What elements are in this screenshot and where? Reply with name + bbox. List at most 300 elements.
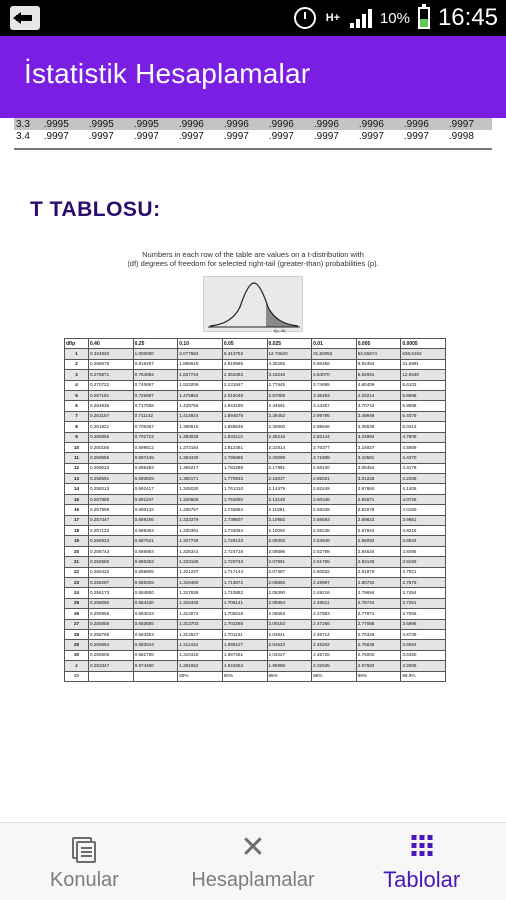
t-table-header-cell: 0.005 <box>356 339 401 349</box>
t-table-cell: 3.8495 <box>401 546 446 556</box>
z-table-cell: .9996 <box>312 118 357 130</box>
t-table-cell: 2.62449 <box>312 484 357 494</box>
t-table-cell: 3.6896 <box>401 619 446 629</box>
t-table-cell: 0.260955 <box>89 432 134 442</box>
t-table-heading: T TABLOSU: <box>30 198 161 221</box>
t-table-cell: 2.87844 <box>356 526 401 536</box>
t-table-row <box>65 526 446 536</box>
t-table-row <box>65 494 446 504</box>
t-table-header-cell: 0.10 <box>178 339 223 349</box>
t-table-cell: 1.885618 <box>178 359 223 369</box>
t-table-cell: 1.770933 <box>222 474 267 484</box>
t-table-cell: 1.724718 <box>222 546 267 556</box>
tables-scroll-content[interactable] <box>0 118 506 822</box>
t-table-cell: 2.05553 <box>267 609 312 619</box>
t-table-cell: 3.7676 <box>401 577 446 587</box>
t-table-cell: 1.699127 <box>222 640 267 650</box>
t-table-cell: 2.89646 <box>312 422 357 432</box>
t-table-cell: 1.745884 <box>222 505 267 515</box>
t-table-cell <box>133 671 178 681</box>
z-table-cell: .9996 <box>267 118 312 130</box>
t-table-df-cell: 14 <box>65 484 89 494</box>
t-table-df-cell: 4 <box>65 380 89 390</box>
z-table-row <box>14 118 492 130</box>
t-table-cell: 2.78744 <box>356 598 401 608</box>
t-table-df-cell: 6 <box>65 401 89 411</box>
app-bar <box>0 36 506 118</box>
t-table-cell: 2.71808 <box>312 453 357 463</box>
signal-icon <box>350 8 372 28</box>
t-table-cell: 2.56693 <box>312 515 357 525</box>
t-table-cell: 2.06390 <box>267 588 312 598</box>
t-table-cell: 0.685805 <box>133 567 178 577</box>
t-table-cell: 4.60409 <box>356 380 401 390</box>
t-table-cell: 1.894579 <box>222 411 267 421</box>
t-table-cell: 2.05183 <box>267 619 312 629</box>
t-table-row <box>65 577 446 587</box>
t-table-cell: 2.05954 <box>267 598 312 608</box>
t-table-cell: 1.363430 <box>178 453 223 463</box>
t-table-cell: 0.764892 <box>133 370 178 380</box>
t-table-cell: 2.44691 <box>267 401 312 411</box>
t-table-cell: 2.97684 <box>356 484 401 494</box>
t-table-cell: 1.340606 <box>178 494 223 504</box>
t-table-cell: 0.717558 <box>133 401 178 411</box>
t-table-cell: 0.258591 <box>89 474 134 484</box>
back-icon[interactable] <box>10 6 40 30</box>
t-table-cell: 1.333379 <box>178 515 223 525</box>
t-table-cell: 2.353363 <box>222 370 267 380</box>
t-table-cell: 2.10092 <box>267 526 312 536</box>
t-table-cell: 3.18245 <box>267 370 312 380</box>
t-table-cell: 2.53948 <box>312 536 357 546</box>
t-table-cell: 3.35539 <box>356 422 401 432</box>
t-table-cell: 1.734064 <box>222 526 267 536</box>
t-table-df-cell: 13 <box>65 474 89 484</box>
nav-item-tablolar[interactable] <box>337 823 506 900</box>
t-table-cell: 1.319460 <box>178 577 223 587</box>
alarm-icon <box>294 7 316 29</box>
t-table-df-cell: 8 <box>65 422 89 432</box>
nav-label-hesaplamalar: Hesaplamalar <box>191 869 315 891</box>
t-table-cell: 2.22814 <box>267 442 312 452</box>
t-table-caption <box>80 250 426 268</box>
t-table-cell: 0.260185 <box>89 442 134 452</box>
t-table-cell: 0.263167 <box>89 411 134 421</box>
t-table-df-cell: 19 <box>65 536 89 546</box>
t-table-cell: 2.84534 <box>356 546 401 556</box>
t-table-cell: 0.695483 <box>133 463 178 473</box>
t-table-cell: 0.706387 <box>133 422 178 432</box>
grid-icon <box>411 835 432 856</box>
t-table-cell: 3.7251 <box>401 598 446 608</box>
t-table-df-cell: 11 <box>65 453 89 463</box>
t-table-cell: 1.705618 <box>222 609 267 619</box>
t-table-cell: 0.267181 <box>89 390 134 400</box>
t-table-cell: 2.32635 <box>312 661 357 671</box>
t-table-df-cell: 7 <box>65 411 89 421</box>
t-table-row <box>65 661 446 671</box>
t-table-df-cell: 27 <box>65 619 89 629</box>
t-table-cell: 0.683044 <box>133 640 178 650</box>
t-table-cell: 2.81876 <box>356 567 401 577</box>
t-table-cell: 3.74695 <box>312 380 357 390</box>
t-table-cell: 3.24984 <box>356 432 401 442</box>
t-table-row <box>65 546 446 556</box>
t-table-cell: 0.691197 <box>133 494 178 504</box>
t-table-cell: 6.8688 <box>401 390 446 400</box>
t-table-cell: 6.313752 <box>222 349 267 359</box>
t-table-cell: 0.264835 <box>89 401 134 411</box>
book-icon <box>72 837 96 863</box>
t-table-cell: 2.45726 <box>312 650 357 660</box>
t-table-cell: 1.356217 <box>178 463 223 473</box>
t-table-df-cell: 17 <box>65 515 89 525</box>
t-table-cell: 1.396815 <box>178 422 223 432</box>
t-table-cell: 5.9588 <box>401 401 446 411</box>
t-table-cell: 2.89823 <box>356 515 401 525</box>
t-table-cell: 0.686352 <box>133 557 178 567</box>
z-table-cell: .9997 <box>178 130 204 142</box>
t-table-header-cell: 0.01 <box>312 339 357 349</box>
t-table-cell: 0.711142 <box>133 411 178 421</box>
t-table-cell: 99% <box>356 671 401 681</box>
t-table-cell: 4.7809 <box>401 432 446 442</box>
t-table-cell: 1.761310 <box>222 484 267 494</box>
t-table-row <box>65 609 446 619</box>
z-table-cell: .9997 <box>88 130 114 142</box>
t-table-cell: 0.270722 <box>89 380 134 390</box>
t-table-cell: 3.9651 <box>401 515 446 525</box>
t-table-cell: 3.05454 <box>356 463 401 473</box>
z-table-cell: .9997 <box>43 130 69 142</box>
t-table-cell: 0.683353 <box>133 629 178 639</box>
t-table-cell: 2.55238 <box>312 526 357 536</box>
t-table-cell: 0.256923 <box>89 536 134 546</box>
battery-percent: 10% <box>379 9 410 27</box>
z-table-cell: 3.4 <box>16 130 30 142</box>
t-table-cell: 1.637744 <box>178 370 223 380</box>
t-table-cell: 1.703288 <box>222 619 267 629</box>
t-table-cell: 2.77645 <box>267 380 312 390</box>
t-table-cell: 2.46202 <box>312 640 357 650</box>
z-table-cell: .9997 <box>447 118 492 130</box>
t-table-cell: 2.68100 <box>312 463 357 473</box>
t-table-cell: 0.687621 <box>133 536 178 546</box>
z-table-cell: .9996 <box>177 118 222 130</box>
t-table-row <box>65 411 446 421</box>
t-table-row <box>65 536 446 546</box>
t-table-cell: 2.49987 <box>312 577 357 587</box>
t-table-header-cell: 0.0005 <box>401 339 446 349</box>
status-bar <box>0 0 506 36</box>
t-table-cell: 1.95996 <box>267 661 312 671</box>
t-table-cell: 2.52798 <box>312 546 357 556</box>
t-table-cell: 0.684430 <box>133 598 178 608</box>
t-table-cell: 1.323188 <box>178 557 223 567</box>
t-table-df-cell: 22 <box>65 567 89 577</box>
t-table-cell: 2.49216 <box>312 588 357 598</box>
t-table-cell: 12.70620 <box>267 349 312 359</box>
t-table-cell: 2.99795 <box>312 411 357 421</box>
t-table-cell: 1.372184 <box>178 442 223 452</box>
t-table-row <box>65 567 446 577</box>
t-table-cell: 2.58349 <box>312 505 357 515</box>
t-table-cell: 0.255955 <box>89 609 134 619</box>
t-table-cell: 0.261921 <box>89 422 134 432</box>
z-table-cell: .9995 <box>87 118 132 130</box>
t-table-row <box>65 588 446 598</box>
t-table-cell: 0.816497 <box>133 359 178 369</box>
bell-curve-graphic <box>204 277 304 333</box>
z-table-cell: .9995 <box>132 118 177 130</box>
t-table-cell: 3.6739 <box>401 629 446 639</box>
network-type-indicator: H+ <box>325 12 341 24</box>
t-table-df-cell: 2 <box>65 359 89 369</box>
t-table-cell: 2.92078 <box>356 505 401 515</box>
t-table-cell: 1.316345 <box>178 598 223 608</box>
t-table-df-cell: 29 <box>65 640 89 650</box>
t-table-cell: 2.10982 <box>267 515 312 525</box>
t-table-cell: 1.644854 <box>222 661 267 671</box>
t-table-df-cell: 10 <box>65 442 89 452</box>
t-table-header-cell: 0.40 <box>89 339 134 349</box>
t-table-cell: 4.4370 <box>401 453 446 463</box>
t-table-cell: 0.257123 <box>89 526 134 536</box>
t-table-cell: 0.689195 <box>133 515 178 525</box>
t-table-cell: 0.682756 <box>133 650 178 660</box>
t-table-df-cell: 28 <box>65 629 89 639</box>
t-table-row <box>65 349 446 359</box>
t-table-cell: 1.697261 <box>222 650 267 660</box>
t-table-row <box>65 619 446 629</box>
t-table-cell: 1.336757 <box>178 505 223 515</box>
t-table-cell: 3.14267 <box>312 401 357 411</box>
t-table-cell: 0.726687 <box>133 390 178 400</box>
t-table-cell: 99.9% <box>401 671 446 681</box>
t-table-cell: 1.717144 <box>222 567 267 577</box>
t-table-cell: 2.51765 <box>312 557 357 567</box>
t-table-row <box>65 453 446 463</box>
t-table-cell: 0.257347 <box>89 515 134 525</box>
t-table-cell: 1.314972 <box>178 609 223 619</box>
t-table-cell: 2.50832 <box>312 567 357 577</box>
t-table-row <box>65 650 446 660</box>
t-table-cell: 1.311434 <box>178 640 223 650</box>
t-table-cell: 1.350171 <box>178 474 223 484</box>
t-table-row <box>65 629 446 639</box>
t-table-cell: 3.01228 <box>356 474 401 484</box>
t-table-cell: 4.30265 <box>267 359 312 369</box>
t-table-header-cell: df/p <box>65 339 89 349</box>
t-table-cell: 2.47266 <box>312 619 357 629</box>
t-table-cell: 0.256060 <box>89 598 134 608</box>
z-table-cell: 3.3 <box>14 118 42 130</box>
t-table-cell: 0.740697 <box>133 380 178 390</box>
t-table-cell: 0.256173 <box>89 588 134 598</box>
curve-label: t(p, df) <box>274 328 286 333</box>
t-table-df-cell: 18 <box>65 526 89 536</box>
t-table-row <box>65 505 446 515</box>
t-table-cell: 2.77068 <box>356 619 401 629</box>
t-table-df-cell: 12 <box>65 463 89 473</box>
t-table-cell: 1.345030 <box>178 484 223 494</box>
t-table-cell: 1.383029 <box>178 432 223 442</box>
t-table-row <box>65 484 446 494</box>
nav-item-hesaplamalar[interactable] <box>169 823 338 900</box>
z-table-cell: .9996 <box>357 118 402 130</box>
t-table-cell: 2.75000 <box>356 650 401 660</box>
t-table-cell: 4.5869 <box>401 442 446 452</box>
t-table-df-cell: 1 <box>65 349 89 359</box>
t-table-cell: 4.0150 <box>401 505 446 515</box>
t-table-row <box>65 598 446 608</box>
z-table-cell: .9997 <box>313 130 339 142</box>
t-table-cell: 0.686954 <box>133 546 178 556</box>
t-table-cell: 2.76326 <box>356 629 401 639</box>
t-table-cell: 1.317836 <box>178 588 223 598</box>
t-table-cell: 2.131847 <box>222 380 267 390</box>
t-table-row <box>65 370 446 380</box>
t-table-row <box>65 359 446 369</box>
t-table-cell: 2.20099 <box>267 453 312 463</box>
t-table-cell: 2.36462 <box>267 411 312 421</box>
t-table-cell: 1.000000 <box>133 349 178 359</box>
t-table-cell: 8.6103 <box>401 380 446 390</box>
t-table-row <box>65 422 446 432</box>
t-table-cell: 4.54070 <box>312 370 357 380</box>
t-table-cell: 2.06866 <box>267 577 312 587</box>
t-table-cell: 2.30600 <box>267 422 312 432</box>
t-table-cell: 1.330391 <box>178 526 223 536</box>
t-table-cell: 2.26216 <box>267 432 312 442</box>
t-table-cell: 2.04523 <box>267 640 312 650</box>
t-table-cell: 1.325341 <box>178 546 223 556</box>
t-table-cell: 3.8193 <box>401 557 446 567</box>
t-table-row <box>65 557 446 567</box>
t-table-caption-line1: Numbers in each row of the table are values on a t-distribution with <box>142 250 364 259</box>
t-table-cell: 4.3178 <box>401 463 446 473</box>
t-table-cell: 3.7454 <box>401 588 446 598</box>
t-table-df-cell: z <box>65 661 89 671</box>
t-table-cell: 0.684850 <box>133 588 178 598</box>
t-table-row <box>65 390 446 400</box>
t-table-cell: 0.702722 <box>133 432 178 442</box>
z-table-cell: .9997 <box>403 130 429 142</box>
t-table-cell: 80% <box>178 671 223 681</box>
t-table-cell: 1.710882 <box>222 588 267 598</box>
t-table-cell: 1.833113 <box>222 432 267 442</box>
t-table-cell: 1.475884 <box>178 390 223 400</box>
t-table-cell: 2.57583 <box>356 661 401 671</box>
t-table-cell: 2.04841 <box>267 629 312 639</box>
z-table-cell: .9996 <box>402 118 447 130</box>
z-table-cell: .9995 <box>42 118 87 130</box>
t-table-cell: 2.86093 <box>356 536 401 546</box>
t-table-df-cell: 15 <box>65 494 89 504</box>
t-table-cell: 2.80734 <box>356 577 401 587</box>
t-table-cell: 3.16927 <box>356 442 401 452</box>
t-table-row <box>65 640 446 650</box>
t-table-cell: 2.65031 <box>312 474 357 484</box>
t-table-cell: 0.697445 <box>133 453 178 463</box>
t-table-cell: 0.256432 <box>89 567 134 577</box>
t-table-cell: 2.47863 <box>312 609 357 619</box>
clock: 16:45 <box>437 4 498 31</box>
t-table-cell: 1.753050 <box>222 494 267 504</box>
t-table-cell: 0.259556 <box>89 453 134 463</box>
t-table-df-cell: 25 <box>65 598 89 608</box>
nav-item-konular[interactable] <box>0 823 169 900</box>
t-table-cell: 4.0728 <box>401 494 446 504</box>
z-table-cell: .9996 <box>222 118 267 130</box>
t-table-cell: 1.327728 <box>178 536 223 546</box>
z-table-fragment <box>14 118 492 142</box>
t-table-cell: 90% <box>222 671 267 681</box>
t-table-cell: 3.077684 <box>178 349 223 359</box>
t-table-cell: 2.79694 <box>356 588 401 598</box>
t-table-cell: 2.57058 <box>267 390 312 400</box>
t-table-cell: 0.255605 <box>89 650 134 660</box>
t-table-cell: 2.46714 <box>312 629 357 639</box>
t-table-cell: 0.674490 <box>133 661 178 671</box>
t-table-cell: 0.692417 <box>133 484 178 494</box>
t-table-cell: 1.313703 <box>178 619 223 629</box>
t-table-cell: 0.699812 <box>133 442 178 452</box>
t-table-cell: 4.03214 <box>356 390 401 400</box>
t-table-cell: 3.6594 <box>401 640 446 650</box>
t-table-row <box>65 671 446 681</box>
t-table-cell: 1.812461 <box>222 442 267 452</box>
t-table-header-row <box>65 339 446 349</box>
t-table-cell: 2.94671 <box>356 494 401 504</box>
t-table-cell: 6.96456 <box>312 359 357 369</box>
t-table-cell: 63.65674 <box>356 349 401 359</box>
t-table-cell: 2.09302 <box>267 536 312 546</box>
t-table-df-cell: 9 <box>65 432 89 442</box>
t-table-cell: 95% <box>267 671 312 681</box>
t-table-cell: 1.701131 <box>222 629 267 639</box>
t-table-caption-line2: (df) degrees of freedom for selected right-tail (greater-than) probabilities (p). <box>127 259 379 268</box>
t-table-cell: 2.60248 <box>312 494 357 504</box>
t-table-header-cell: 0.05 <box>222 339 267 349</box>
t-table-cell: 3.2905 <box>401 661 446 671</box>
t-table-row <box>65 474 446 484</box>
t-table-df-cell: 30 <box>65 650 89 660</box>
t-table-cell: 1.795885 <box>222 453 267 463</box>
t-table-cell: 1.713872 <box>222 577 267 587</box>
t-table-cell: 5.0413 <box>401 422 446 432</box>
nav-label-tablolar: Tablolar <box>383 867 461 892</box>
t-table-df-cell: 20 <box>65 546 89 556</box>
z-table-row <box>14 130 492 142</box>
t-table-df-cell: 23 <box>65 577 89 587</box>
t-table-cell: 1.281552 <box>178 661 223 671</box>
t-table-row <box>65 401 446 411</box>
t-table-cell: 2.83136 <box>356 557 401 567</box>
t-table-cell: 0.683685 <box>133 619 178 629</box>
t-table-cell: 0.276671 <box>89 370 134 380</box>
t-table-cell: 2.04227 <box>267 650 312 660</box>
t-table-cell: 2.13145 <box>267 494 312 504</box>
t-table-cell: 1.859548 <box>222 422 267 432</box>
t-table-cell: 2.82144 <box>312 432 357 442</box>
t-table-row <box>65 380 446 390</box>
t-table-cell: 1.782288 <box>222 463 267 473</box>
t-table-cell: 0.258213 <box>89 484 134 494</box>
t-table-cell: 3.70743 <box>356 401 401 411</box>
t-table-df-cell: CI <box>65 671 89 681</box>
